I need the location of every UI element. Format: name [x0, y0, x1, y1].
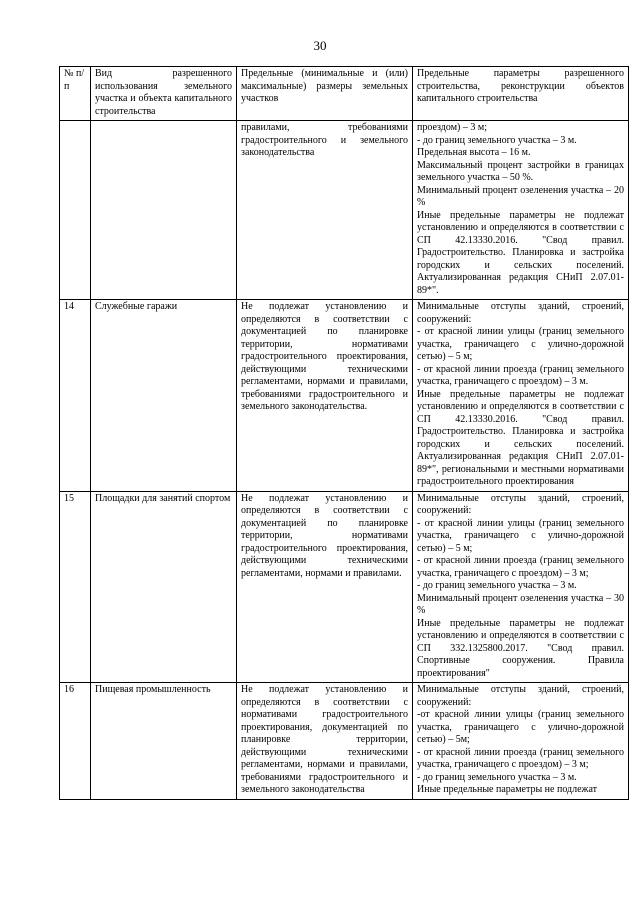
row-plot-sizes: Не подлежат установлению и определяются в соответствии с документацией по планировке территории, нормативами градостроительного проектирования, действующими техническими регламентами, нормами и правилами, требованиями градостроительного и земельного законодательства.	[237, 300, 413, 492]
regulations-table	[59, 66, 629, 800]
row-usage-kind: Площадки для занятий спортом	[91, 491, 237, 683]
header-number: № п/п	[60, 67, 91, 121]
row-plot-sizes: Не подлежат установлению и определяются в соответствии с нормативами градостроительного проектирования, документацией по планировке территории, действующими техническими регламентами, нормами и правилами, требованиями градостроительного и земельного законодательства	[237, 683, 413, 800]
table-row	[60, 683, 629, 800]
row-plot-sizes: правилами, требованиями градостроительного и земельного законодательства	[237, 121, 413, 300]
param-line: Иные предельные параметры не подлежат	[417, 784, 598, 795]
param-line: Иные предельные параметры не подлежат установлению и определяются в соответствии с СП 42.13330.2016. "Свод правил. Градостроительство. Планировка и застройка городских и сельских поселений. Актуализированная редакция СНиП 2.07.01-89*".	[417, 209, 624, 296]
param-line: Предельная высота – 16 м.	[417, 147, 531, 158]
param-line: проездом) – 3 м;	[417, 122, 487, 133]
param-line: Иные предельные параметры не подлежат установлению и определяются в соответствии с СП 42.13330.2016. "Свод правил. Градостроительство. Планировка и застройка городских и сельских поселений. Актуализированная редакция СНиП 2.07.01-89*", региональными и местными нормативами градостроительного проектирования	[417, 388, 624, 487]
header-plot-sizes: Предельные (минимальные и (или) максимальные) размеры земельных участков	[237, 67, 413, 121]
header-usage-kind: Вид разрешенного использования земельного участка и объекта капитального строительства	[91, 67, 237, 121]
param-line: Минимальные отступы зданий, строений, сооружений:	[417, 301, 624, 325]
table-row	[60, 300, 629, 492]
table-row	[60, 491, 629, 683]
table-row	[60, 121, 629, 300]
row-usage-kind: Служебные гаражи	[91, 300, 237, 492]
param-line: Иные предельные параметры не подлежат установлению и определяются в соответствии с СП 332.1325800.2017. "Свод правил. Спортивные сооружения. Правила проектирования"	[417, 617, 624, 679]
row-build-params	[413, 300, 629, 492]
param-line: Минимальные отступы зданий, строений, сооружений:	[417, 492, 624, 516]
row-build-params	[413, 121, 629, 300]
row-number: 15	[60, 491, 91, 683]
header-build-params: Предельные параметры разрешенного строительства, реконструкции объектов капитального строительства	[413, 67, 629, 121]
param-line: Минимальный процент озеленения участка – 30 %	[417, 592, 624, 616]
table-header-row	[60, 67, 629, 121]
param-line: - от красной линии проезда (границ земельного участка, граничащего с проездом) – 3 м;	[417, 555, 624, 579]
param-line: -от красной линии улицы (границ земельного участка, граничащего с улично-дорожной сетью) – 5м;	[417, 709, 624, 745]
row-plot-sizes: Не подлежат установлению и определяются в соответствии с документацией по планировке территории, нормативами градостроительного проектирования, действующими техническими регламентами, нормами и правилами.	[237, 491, 413, 683]
param-line: - до границ земельного участка – 3 м.	[417, 134, 577, 146]
param-line: Минимальные отступы зданий, строений, сооружений:	[417, 684, 624, 708]
param-line: - от красной линии проезда (границ земельного участка, граничащего с проездом) – 3 м;	[417, 746, 624, 770]
param-line: Максимальный процент застройки в границах земельного участка – 50 %.	[417, 159, 624, 183]
row-usage-kind: Пищевая промышленность	[91, 683, 237, 800]
param-line: Минимальный процент озеленения участка – 20 %	[417, 184, 624, 208]
row-number: 14	[60, 300, 91, 492]
row-usage-kind	[91, 121, 237, 300]
row-number: 16	[60, 683, 91, 800]
row-build-params	[413, 491, 629, 683]
param-line: - от красной линии улицы (границ земельного участка, граничащего с улично-дорожной сетью) – 5 м;	[417, 326, 624, 362]
param-line: - до границ земельного участка – 3 м.	[417, 771, 577, 783]
param-line: - от красной линии проезда (границ земельного участка, граничащего с проездом) – 3 м.	[417, 363, 624, 387]
param-line: - от красной линии улицы (границ земельного участка, граничащего с улично-дорожной сетью) – 5 м;	[417, 517, 624, 554]
page-number: 30	[313, 38, 327, 53]
row-build-params	[413, 683, 629, 800]
row-number	[60, 121, 91, 300]
param-line: - до границ земельного участка – 3 м.	[417, 580, 577, 591]
